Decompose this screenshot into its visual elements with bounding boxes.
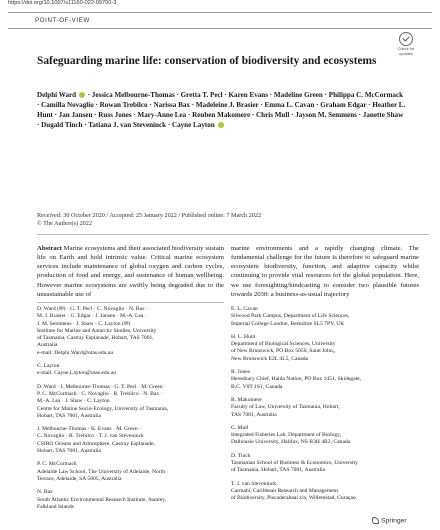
affiliation-line: Department of Biological Sciences, University [231, 341, 336, 348]
affiliation-line: J. Melbourne-Thomas · K. Evans · M. Green · [37, 426, 141, 433]
affiliation-line: Carmabi, Caribbean Research and Management [231, 487, 339, 494]
affiliation-line: Dalhousie University, Halifax, NS B3H 4R2, Canada [231, 439, 351, 446]
affiliation-line: CSIRO Oceans and Atmosphere, Castray Esplanade, [37, 440, 155, 447]
affiliation-line: of Tasmania, Castray Esplanade, Hobart, TAS 7001, [37, 335, 154, 342]
affiliation-line: of Biodiversity, Piscaderabaai z/n, Willemstad, Curaçao [231, 495, 356, 502]
affiliation-line: Hereditary Chief, Haida Nation, PO Box 1451, Skidegate, [231, 376, 362, 383]
affiliation-line: C. Layton [37, 363, 60, 370]
dates-line: Received: 30 October 2020 / Accepted: 25 January 2022 / Published online: 7 March 2022 [37, 212, 262, 219]
affiliation-line: of New Brunswick, PO Box 5050, Saint John,, [231, 348, 336, 355]
affiliation-line: P. C. McCormack [37, 461, 77, 468]
affiliation-line: Tasmanian School of Business & Economics, University [231, 460, 358, 467]
affiliation-line: D. Tinch [231, 452, 251, 459]
affiliation-line: Imperial College London, Berkshire SL5 7PY, UK [231, 320, 345, 327]
abstract-text-left: Marine ecosystems and their associated biodiversity sustain life on Earth and hold intrinsic value. Critical marine ecosystem services include maintenance of global oxygen and carbon cycles, production of food and energy, and sustenance of human wellbeing. However marine ecosystems are swiftly being degraded due to the unsustainable use of [37, 245, 224, 298]
doi-link[interactable]: https://doi.org/10.1007/s11160-022-09700-3 [8, 0, 117, 6]
divider [37, 234, 429, 235]
affiliation-line: D. Ward · J. Melbourne-Thomas · G. T. Pecl · M. Green · [37, 383, 166, 390]
publisher-name: Springer [381, 517, 407, 525]
springer-logo [372, 517, 407, 524]
affiliation-line: New Brunswick E2L 4L5, Canada [231, 355, 308, 362]
check-updates-label-2: updates [398, 51, 414, 57]
affiliation-line: P. C. McCormack · C. Novaglio · R. Trebilco · N. Bax · [37, 390, 163, 397]
affiliation-block [37, 426, 217, 455]
affiliation-line: South Atlantic Environmental Research Institute, Stanley, [37, 496, 167, 503]
affiliation-line: Centre for Marine Socio-Ecology, University of Tasmania, [37, 405, 169, 412]
affiliation-line: of Tasmania, Hobart, TAS 7001, Australia [231, 467, 326, 474]
affiliation-line: E. L. Cavan [231, 306, 258, 312]
publication-dates [37, 212, 261, 228]
affiliation-line: D. Ward (✉) · G. T. Pecl · C. Novaglio · N. Bax · [37, 306, 149, 312]
co-authors: Jessica Melbourne-Thomas · Gretta T. Pecl · Karen Evans · Madeline Green · Philippa C. McCormack · Camilla Novaglio · Rowan Trebilco · Narissa Bax · Madeleine J. Brasier · Emma L. Cavan · Graham Edgar · Heather L. Hunt · Jan Jansen · Russ Jones · Mary-Anne Lea · Reuben Makomere · Chris Mull · Jayson M. Semmens · Janette Shaw · Dugald Tinch · Tatiana J. van Steveninck · Cayne Layton [37, 91, 406, 129]
abstract-right-column [231, 244, 419, 299]
affiliation-block [231, 369, 411, 391]
affiliation-line: Adelaide Law School, The University of Adelaide, North [37, 468, 166, 475]
abstract-text-right: marine environments and a rapidly changing climate. The fundamental challenge for the future is therefore to safeguard marine ecosystem biodiversity, function, and adaptive capacity whilst continuing to provide vital resources for the global population. Here, we use foresighting/hindcasting to consider two plausible futures towards 2030: a business-as-usual trajectory [231, 245, 419, 298]
affiliation-line: H. L. Hunt [231, 333, 256, 340]
copyright-line: © The Author(s) 2022 [37, 220, 92, 228]
author-list: Delphi Ward · Jessica Melbourne-Thomas · Gretta T. Pecl · Karen Evans · Madeline Green · Philippa C. McCormack · Camilla Novaglio · Rowan Trebilco · Narissa Bax · Madeleine J. Brasier · Emma L. Cavan · Graham Edgar · Heather L. Hunt · Jan Jansen · Russ Jones · Mary-Anne Lea · Reuben Makomere · Chris Mull · Jayson M. Semmens · Janette Shaw · Dugald Tinch · Tatiana J. van Steveninck · Cayne Layton [37, 91, 406, 129]
affiliation-line: N. Bax [37, 489, 53, 496]
affiliation-block [231, 481, 411, 503]
affiliations-right [231, 306, 411, 509]
section-label: POINT-OF-VIEW [35, 17, 90, 24]
affiliation-line: Falkland Islands [37, 503, 74, 510]
affiliation-block [231, 306, 411, 328]
abstract-left-column [37, 244, 224, 299]
check-for-updates-button[interactable] [394, 32, 418, 57]
affiliation-block [231, 453, 411, 475]
affiliation-line[interactable]: e-mail: Cayne.Layton@utas.edu.au [37, 370, 117, 377]
affiliation-line: T. J. van Steveninck [231, 480, 277, 487]
abstract-label: Abstract [37, 245, 62, 252]
affiliation-line: Integrated Fisheries Lab, Department of Biology, [231, 432, 342, 439]
affiliation-block [37, 363, 217, 378]
affiliation-line: J. M. Semmens · J. Shaw · C. Layton (✉) [37, 320, 131, 327]
affiliation-line: TAS 7001, Australia [231, 411, 277, 418]
first-author[interactable]: Delphi Ward [37, 91, 77, 99]
divider [37, 302, 224, 303]
check-updates-icon [399, 32, 413, 46]
affiliation-line: Silwood Park Campus, Department of Life Sciences, [231, 313, 350, 320]
springer-horse-icon [372, 517, 379, 524]
affiliation-line: M.-A. Lea · J. Shaw · C. Layton [37, 398, 110, 405]
affiliation-line: C. Novaglio · R. Trebilco · T. J. van Steveninck [37, 433, 144, 440]
affiliation-block [37, 461, 217, 483]
affiliation-line: R. Jones [231, 369, 250, 376]
affiliation-line: M. J. Brasier · G. Edgar · J. Jansen · M.-A. Lea · [37, 313, 147, 320]
affiliations-left [37, 306, 217, 517]
affiliation-line[interactable]: e-mail: Delphi.Ward@utas.edu.au [37, 349, 114, 356]
orcid-icon[interactable] [218, 122, 224, 128]
check-updates-label-1: Check for [397, 46, 415, 51]
affiliation-line: Faculty of Law, University of Tasmania, Hobart, [231, 404, 340, 411]
affiliation-block [37, 384, 217, 420]
affiliation-line: C. Mull [231, 424, 249, 431]
affiliation-line: Institute for Marine and Antarctic Studies, University [37, 327, 157, 334]
affiliation-line: B.C. V0T 1S1, Canada [231, 383, 283, 390]
affiliation-line: R. Makomere [231, 396, 262, 403]
affiliation-line: Australia [37, 342, 58, 349]
section-banner [8, 12, 432, 29]
affiliation-block [231, 334, 411, 363]
affiliation-block [231, 425, 411, 447]
orcid-icon[interactable] [79, 92, 85, 98]
affiliation-line: Hobart, TAS 7001, Australia [37, 448, 101, 455]
affiliation-block [37, 489, 217, 511]
affiliation-block [37, 306, 217, 357]
affiliation-line: Terrace, Adelaide, SA 5005, Australia [37, 475, 122, 482]
article-title: Safeguarding marine life: conservation of biodiversity and ecosystems [37, 55, 377, 67]
affiliation-line: Hobart, TAS 7001, Australia [37, 412, 101, 419]
affiliation-block [231, 397, 411, 419]
